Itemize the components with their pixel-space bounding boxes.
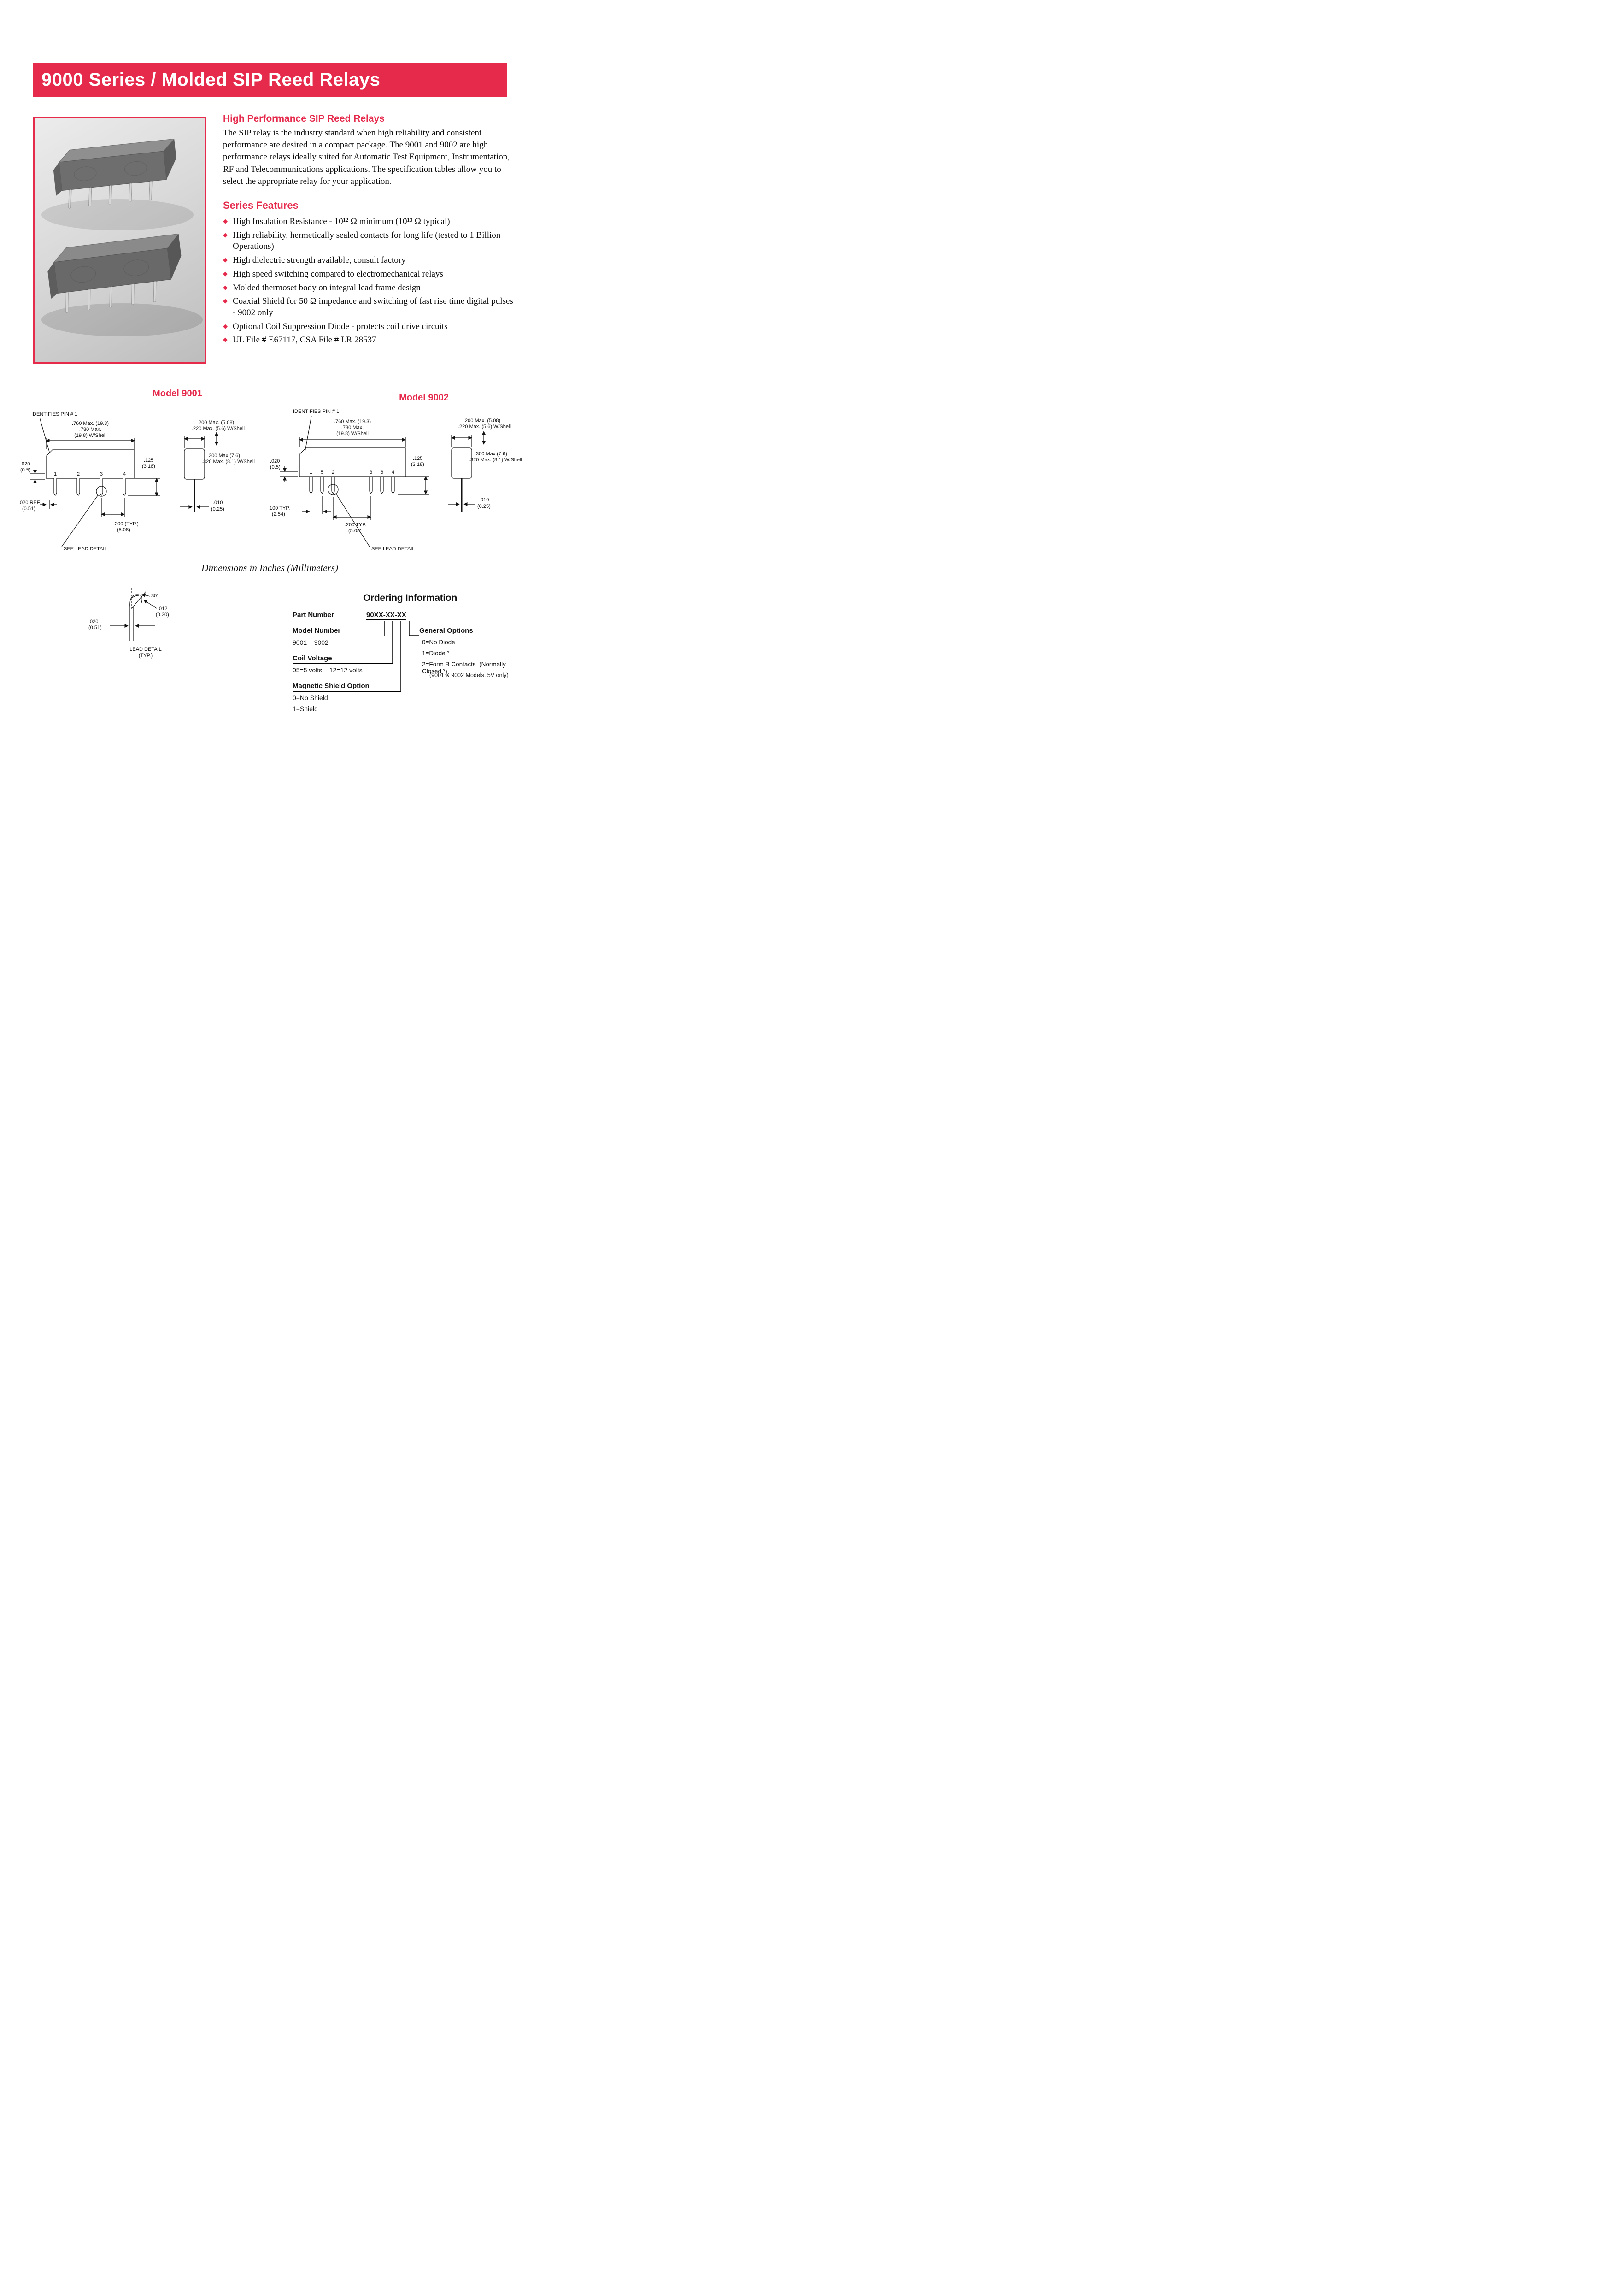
relay-bottom [45, 234, 187, 314]
identifies-pin-label: IDENTIFIES PIN # 1 [293, 409, 340, 414]
dim-depth-label-1: .200 Max. (5.08) [463, 418, 501, 424]
dim-pitch-label-2: (5.08) [348, 528, 362, 534]
shield-option-2: 1=Shield [293, 705, 318, 712]
part-number-value: 90XX-XX-XX [366, 611, 406, 620]
diamond-bullet-icon: ◆ [223, 218, 228, 225]
pin-number: 1 [53, 471, 57, 477]
side-view-9002 [448, 431, 484, 512]
relay-top [52, 139, 181, 209]
dim-height-label-2: .320 Max. (8.1) W/Shell [469, 457, 522, 463]
feature-item [223, 230, 514, 253]
feature-item [223, 269, 514, 280]
general-options-label: General Options [419, 627, 491, 636]
feature-item [223, 335, 514, 346]
dim-width-label-3: (19.8) W/Shell [74, 433, 106, 438]
feature-item [223, 283, 514, 294]
dim-height-label-2: .320 Max. (8.1) W/Shell [202, 459, 255, 465]
feature-text: Optional Coil Suppression Diode - protects coil drive circuits [233, 321, 448, 331]
feature-item [223, 296, 514, 318]
dim-pitch-small-label-2: (2.54) [272, 512, 285, 517]
dim-width-label-3: (19.8) W/Shell [336, 431, 369, 436]
pin-number: 3 [100, 471, 103, 477]
dim-standoff-label-1: .020 [20, 461, 30, 467]
feature-text: High reliability, hermetically sealed contacts for long life (tested to 1 Billion Operations) [233, 230, 501, 252]
lead-detail-lines [110, 588, 157, 641]
see-lead-detail-label: SEE LEAD DETAIL [371, 546, 415, 552]
dim-pin-dia-label-2: (0.25) [211, 506, 224, 512]
dim-pitch-small-label-1: .100 TYP. [268, 506, 290, 511]
model-9001-heading: Model 9001 [153, 389, 202, 399]
dim-seat-label-2: (3.18) [142, 464, 155, 469]
diamond-bullet-icon: ◆ [223, 298, 228, 305]
dim-seat-label-2: (3.18) [411, 462, 424, 467]
coil-voltage-label: Coil Voltage [293, 654, 393, 664]
dimensions-caption: Dimensions in Inches (Millimeters) [201, 562, 338, 573]
dim-width-label-1: .760 Max. (19.3) [334, 419, 371, 424]
dim-pitch-label-1: .200 TYP. [345, 522, 367, 528]
dim-width-label-1: .760 Max. (19.3) [71, 421, 109, 426]
lead-angle-label: 30° [151, 593, 159, 599]
side-view-9001 [180, 432, 217, 512]
ordering-info-section [286, 593, 525, 722]
lead-tip-dim-label-1: .012 [158, 606, 168, 612]
dim-pin-dia-label-1: .010 [479, 497, 489, 503]
dim-pin-dia-label-2: (0.25) [477, 504, 491, 509]
title-banner [33, 63, 507, 97]
diamond-bullet-icon: ◆ [223, 270, 228, 277]
part-number-label: Part Number [293, 611, 334, 619]
dim-pin-ref-label-2: (0.51) [22, 506, 35, 512]
intro-paragraph: The SIP relay is the industry standard when high reliability and consistent performance are desired in a compact package. The 9001 and 9002 are high performance relays ideally suited for Automatic Test Equipment, Instrumentation, RF and Telecommunications applications. The specification tables allow you to select the appropriate relay for your application. [223, 128, 510, 186]
dim-height-label-1: .300 Max.(7.6) [207, 453, 240, 459]
coil-voltage-values: 05=5 volts 12=12 volts [293, 666, 363, 674]
model-9001-drawing [18, 406, 276, 554]
dim-width-label-2: .780 Max. [79, 427, 102, 432]
product-photo [33, 117, 206, 364]
see-lead-detail-label: SEE LEAD DETAIL [64, 546, 107, 552]
dim-depth-label-1: .200 Max. (5.08) [197, 420, 235, 425]
intro-heading: High Performance SIP Reed Relays [223, 113, 385, 124]
feature-text: UL File # E67117, CSA File # LR 28537 [233, 335, 376, 345]
dim-depth-label-2: .220 Max. (5.6) W/Shell [192, 426, 245, 431]
lead-thick-dim-label-1: .020 [88, 619, 99, 624]
dim-depth-label-2: .220 Max. (5.6) W/Shell [458, 424, 511, 430]
dim-standoff-label-2: (0.5) [270, 465, 281, 470]
model-number-label: Model Number [293, 627, 385, 636]
lead-detail-caption-2: (TYP.) [138, 653, 153, 659]
dim-standoff-label-2: (0.5) [20, 467, 31, 473]
model-9002-drawing [267, 404, 539, 556]
feature-item [223, 255, 514, 266]
feature-text: Molded thermoset body on integral lead frame design [233, 283, 421, 293]
pin-number: 2 [331, 470, 335, 475]
intro-section [223, 113, 514, 348]
diamond-bullet-icon: ◆ [223, 231, 228, 239]
general-option-1: 0=No Diode [422, 639, 455, 646]
feature-text: High speed switching compared to electromechanical relays [233, 269, 443, 279]
page-title: 9000 Series / Molded SIP Reed Relays [41, 69, 381, 90]
dim-pin-dia-label-1: .010 [213, 500, 223, 506]
pin-number: 2 [76, 471, 80, 477]
relay-photo-illustration [35, 118, 205, 362]
dim-pin-ref-label-1: .020 REF. [18, 500, 41, 506]
model-9002-heading: Model 9002 [399, 393, 449, 403]
pin-number: 1 [309, 470, 313, 475]
dim-pitch-label-2: (5.08) [117, 527, 130, 533]
feature-text: High Insulation Resistance - 10¹² Ω minimum (10¹³ Ω typical) [233, 217, 450, 227]
diamond-bullet-icon: ◆ [223, 257, 228, 264]
shield-option-1: 0=No Shield [293, 694, 328, 701]
identifies-pin-label: IDENTIFIES PIN # 1 [31, 412, 78, 417]
dim-width-label-2: .780 Max. [341, 425, 364, 430]
lead-tip-dim-label-2: (0.30) [156, 612, 169, 618]
magnetic-shield-label: Magnetic Shield Option [293, 682, 401, 692]
feature-item [223, 216, 514, 228]
dim-seat-label-1: .125 [144, 458, 154, 463]
feature-text: Coaxial Shield for 50 Ω impedance and switching of fast rise time digital pulses - 9002 only [233, 296, 513, 318]
pin-number: 4 [391, 470, 395, 475]
dim-seat-label-1: .125 [413, 456, 423, 461]
dim-height-label-1: .300 Max.(7.6) [475, 451, 507, 457]
ordering-title: Ordering Information [363, 593, 457, 603]
pin-number: 3 [369, 470, 373, 475]
general-option-3: 2=Form B Contacts (Normally Closed ³) [422, 661, 508, 675]
general-option-2: 1=Diode ² [422, 650, 449, 657]
lead-detail-caption-1: LEAD DETAIL [129, 647, 162, 652]
pin-number: 4 [123, 471, 126, 477]
dim-standoff-label-1: .020 [270, 459, 280, 464]
features-heading: Series Features [223, 200, 299, 212]
feature-text: High dielectric strength available, consult factory [233, 255, 406, 265]
diamond-bullet-icon: ◆ [223, 336, 228, 344]
lead-detail-drawing [88, 582, 207, 660]
dim-pitch-label-1: .200 (TYP.) [113, 521, 139, 527]
datasheet-page [0, 0, 540, 765]
pin-number: 5 [320, 470, 324, 475]
feature-item [223, 321, 514, 333]
diamond-bullet-icon: ◆ [223, 284, 228, 291]
general-option-3-note: (9001 & 9002 Models, 5V only) [429, 672, 509, 678]
model-number-values: 9001 9002 [293, 639, 328, 646]
lead-thick-dim-label-2: (0.51) [88, 625, 102, 630]
pin-number: 6 [380, 470, 384, 475]
features-list [223, 216, 514, 346]
diamond-bullet-icon: ◆ [223, 323, 228, 330]
relay-shadow [41, 199, 194, 230]
